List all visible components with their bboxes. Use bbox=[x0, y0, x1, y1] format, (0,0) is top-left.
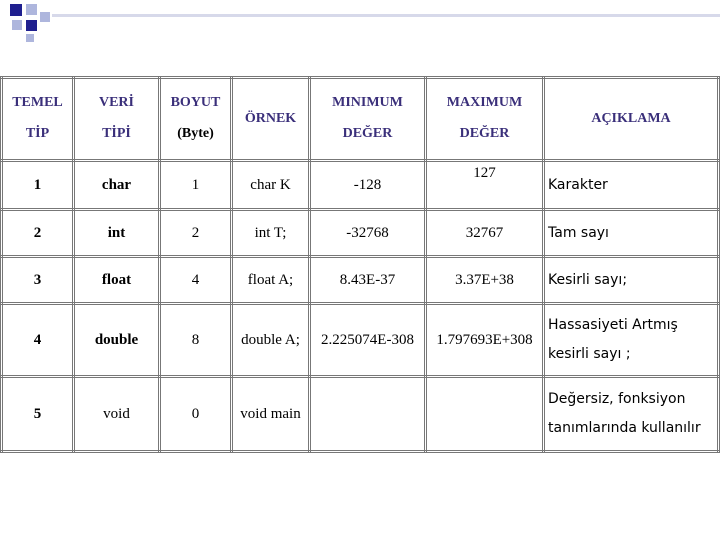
cell-type: char bbox=[74, 161, 160, 210]
header-label: AÇIKLAMA bbox=[591, 110, 671, 126]
cell-min: -32768 bbox=[310, 210, 426, 257]
cell-max: 127 bbox=[426, 161, 544, 210]
desc-line: kesirli sayı ; bbox=[548, 346, 631, 362]
cell-size: 8 bbox=[160, 304, 232, 377]
cell-example: char K bbox=[232, 161, 310, 210]
cell-example: float A; bbox=[232, 257, 310, 304]
cell-size: 1 bbox=[160, 161, 232, 210]
cell-desc: Tam sayı bbox=[544, 210, 719, 257]
cell-size: 2 bbox=[160, 210, 232, 257]
desc-line: Değersiz, fonksiyon bbox=[548, 391, 686, 408]
header-label: MAXIMUM bbox=[446, 95, 523, 111]
header-label: DEĞER bbox=[342, 126, 393, 141]
cell-max: 3.37E+38 bbox=[426, 257, 544, 304]
cell-max: 32767 bbox=[426, 210, 544, 257]
cell-max: 1.797693E+308 bbox=[426, 304, 544, 377]
cell-example: int T; bbox=[232, 210, 310, 257]
cell-size: 4 bbox=[160, 257, 232, 304]
deco-square-3 bbox=[40, 12, 50, 22]
header-row bbox=[2, 78, 719, 161]
cell-type: double bbox=[74, 304, 160, 377]
cell-size: 0 bbox=[160, 377, 232, 452]
header-label: ÖRNEK bbox=[244, 110, 297, 126]
cell-example: void main bbox=[232, 377, 310, 452]
header-cell-basic-type bbox=[2, 78, 74, 161]
cell-desc: Kesirli sayı; bbox=[544, 257, 719, 304]
cell-example: double A; bbox=[232, 304, 310, 377]
title-rule bbox=[52, 14, 720, 17]
deco-square-4 bbox=[12, 20, 22, 30]
cell-min bbox=[310, 377, 426, 452]
cell-min: 8.43E-37 bbox=[310, 257, 426, 304]
cell-no: 1 bbox=[2, 161, 74, 210]
header-cell-example bbox=[232, 78, 310, 161]
header-cell-description bbox=[544, 78, 719, 161]
header-label: (Byte) bbox=[177, 126, 214, 141]
header-label: TEMEL bbox=[12, 95, 63, 111]
header-label: TİP bbox=[25, 126, 50, 141]
header-cell-maximum bbox=[426, 78, 544, 161]
header-cell-size bbox=[160, 78, 232, 161]
desc-line: tanımlarında kullanılır bbox=[548, 420, 701, 436]
table-row bbox=[2, 161, 719, 210]
cell-max bbox=[426, 377, 544, 452]
cell-no: 3 bbox=[2, 257, 74, 304]
cell-desc bbox=[544, 304, 719, 377]
header-label: TİPİ bbox=[102, 126, 131, 141]
deco-square-6 bbox=[26, 34, 34, 42]
cell-type: float bbox=[74, 257, 160, 304]
header-label: DEĞER bbox=[459, 126, 510, 141]
header-label: BOYUT bbox=[170, 95, 221, 111]
table-row bbox=[2, 210, 719, 257]
header-cell-data-type bbox=[74, 78, 160, 161]
cell-desc: Karakter bbox=[544, 161, 719, 210]
header-label: MINIMUM bbox=[332, 95, 403, 111]
deco-square-2 bbox=[26, 4, 37, 15]
table-row bbox=[2, 304, 719, 377]
cell-no: 5 bbox=[2, 377, 74, 452]
table-row bbox=[2, 257, 719, 304]
cell-desc bbox=[544, 377, 719, 452]
cell-type: void bbox=[74, 377, 160, 452]
deco-square-5 bbox=[26, 20, 37, 31]
table-row bbox=[2, 377, 719, 452]
cell-no: 4 bbox=[2, 304, 74, 377]
cell-no: 2 bbox=[2, 210, 74, 257]
cell-min: -128 bbox=[310, 161, 426, 210]
header-cell-minimum bbox=[310, 78, 426, 161]
cell-min: 2.225074E-308 bbox=[310, 304, 426, 377]
data-types-table bbox=[0, 76, 720, 453]
deco-square-1 bbox=[10, 4, 22, 16]
desc-line: Hassasiyeti Artmış bbox=[548, 317, 678, 334]
cell-type: int bbox=[74, 210, 160, 257]
header-label: VERİ bbox=[98, 95, 134, 111]
